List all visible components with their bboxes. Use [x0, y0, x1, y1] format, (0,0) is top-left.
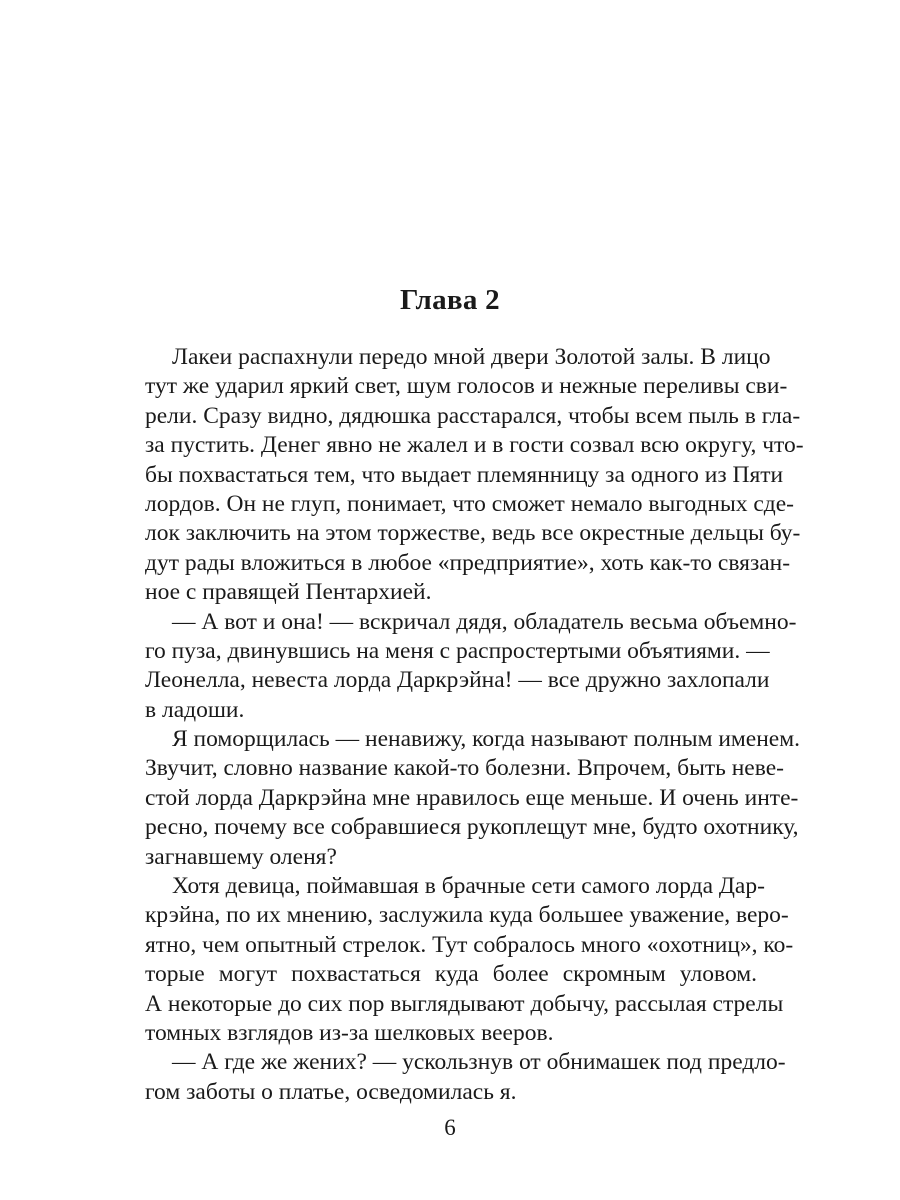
text-line: в ладоши. — [145, 696, 245, 723]
text-line: ное с правящей Пентархией. — [145, 579, 432, 606]
text-line: томных взглядов из-за шелковых вееров. — [145, 1019, 554, 1046]
paragraph — [145, 1048, 786, 1107]
text-line: крэйна, по их мнению, заслужила куда большее уважение, веро- — [145, 902, 789, 929]
text-line: стой лорда Даркрэйна мне нравилось еще меньше. И очень инте- — [145, 784, 799, 811]
text-line: Хотя девица, поймавшая в брачные сети самого лорда Дар- — [172, 873, 765, 900]
text-line: тут же ударил яркий свет, шум голосов и нежные переливы сви- — [145, 373, 788, 400]
text-line: за пустить. Денег явно не жалел и в гости созвал всю округу, что- — [145, 432, 804, 459]
text-line: Лакеи распахнули передо мной двери Золотой залы. В лицо — [172, 344, 771, 370]
text-line: ятно, чем опытный стрелок. Тут собралось много «охотниц», ко- — [145, 931, 794, 958]
chapter-body — [145, 343, 804, 1107]
text-line: гом заботы о платье, осведомилась я. — [145, 1078, 517, 1105]
paragraph — [145, 725, 800, 872]
paragraph — [145, 872, 794, 1048]
text-line: — А где же жених? — ускользнув от обнимашек под предло- — [172, 1049, 786, 1076]
text-line: торые могут похвастаться куда более скромным уловом. — [145, 961, 757, 988]
paragraph — [145, 608, 797, 726]
text-line: лок заключить на этом торжестве, ведь все окрестные дельцы бу- — [145, 520, 801, 547]
text-line: загнавшему оленя? — [145, 843, 337, 870]
text-line: дут рады вложиться в любое «предприятие», хоть как-то связан- — [145, 549, 791, 576]
paragraph — [145, 343, 804, 608]
text-line: А некоторые до сих пор выглядывают добычу, рассылая стрелы — [145, 990, 784, 1017]
text-line: лордов. Он не глуп, понимает, что сможет немало выгодных сде- — [145, 490, 795, 517]
text-line: — А вот и она! — вскричал дядя, обладатель весьма объемно- — [172, 608, 797, 635]
text-line: ресно, почему все собравшиеся рукоплещут мне, будто охотнику, — [145, 814, 799, 841]
text-line: рели. Сразу видно, дядюшка расстарался, чтобы всем пыль в гла- — [145, 402, 801, 429]
page-number: 6 — [444, 1115, 456, 1140]
text-line: бы похвастаться тем, что выдает племянницу за одного из Пяти — [145, 461, 784, 488]
text-line: го пуза, двинувшись на меня с распростертыми объятиями. — — [145, 637, 770, 664]
text-line: Звучит, словно название какой-то болезни. Впрочем, быть неве- — [145, 755, 784, 782]
text-line: Леонелла, невеста лорда Даркрэйна! — все дружно захлопали — [145, 667, 770, 694]
chapter-title: Глава 2 — [400, 284, 500, 316]
text-line: Я поморщилась — ненавижу, когда называют полным именем. — [172, 726, 800, 753]
